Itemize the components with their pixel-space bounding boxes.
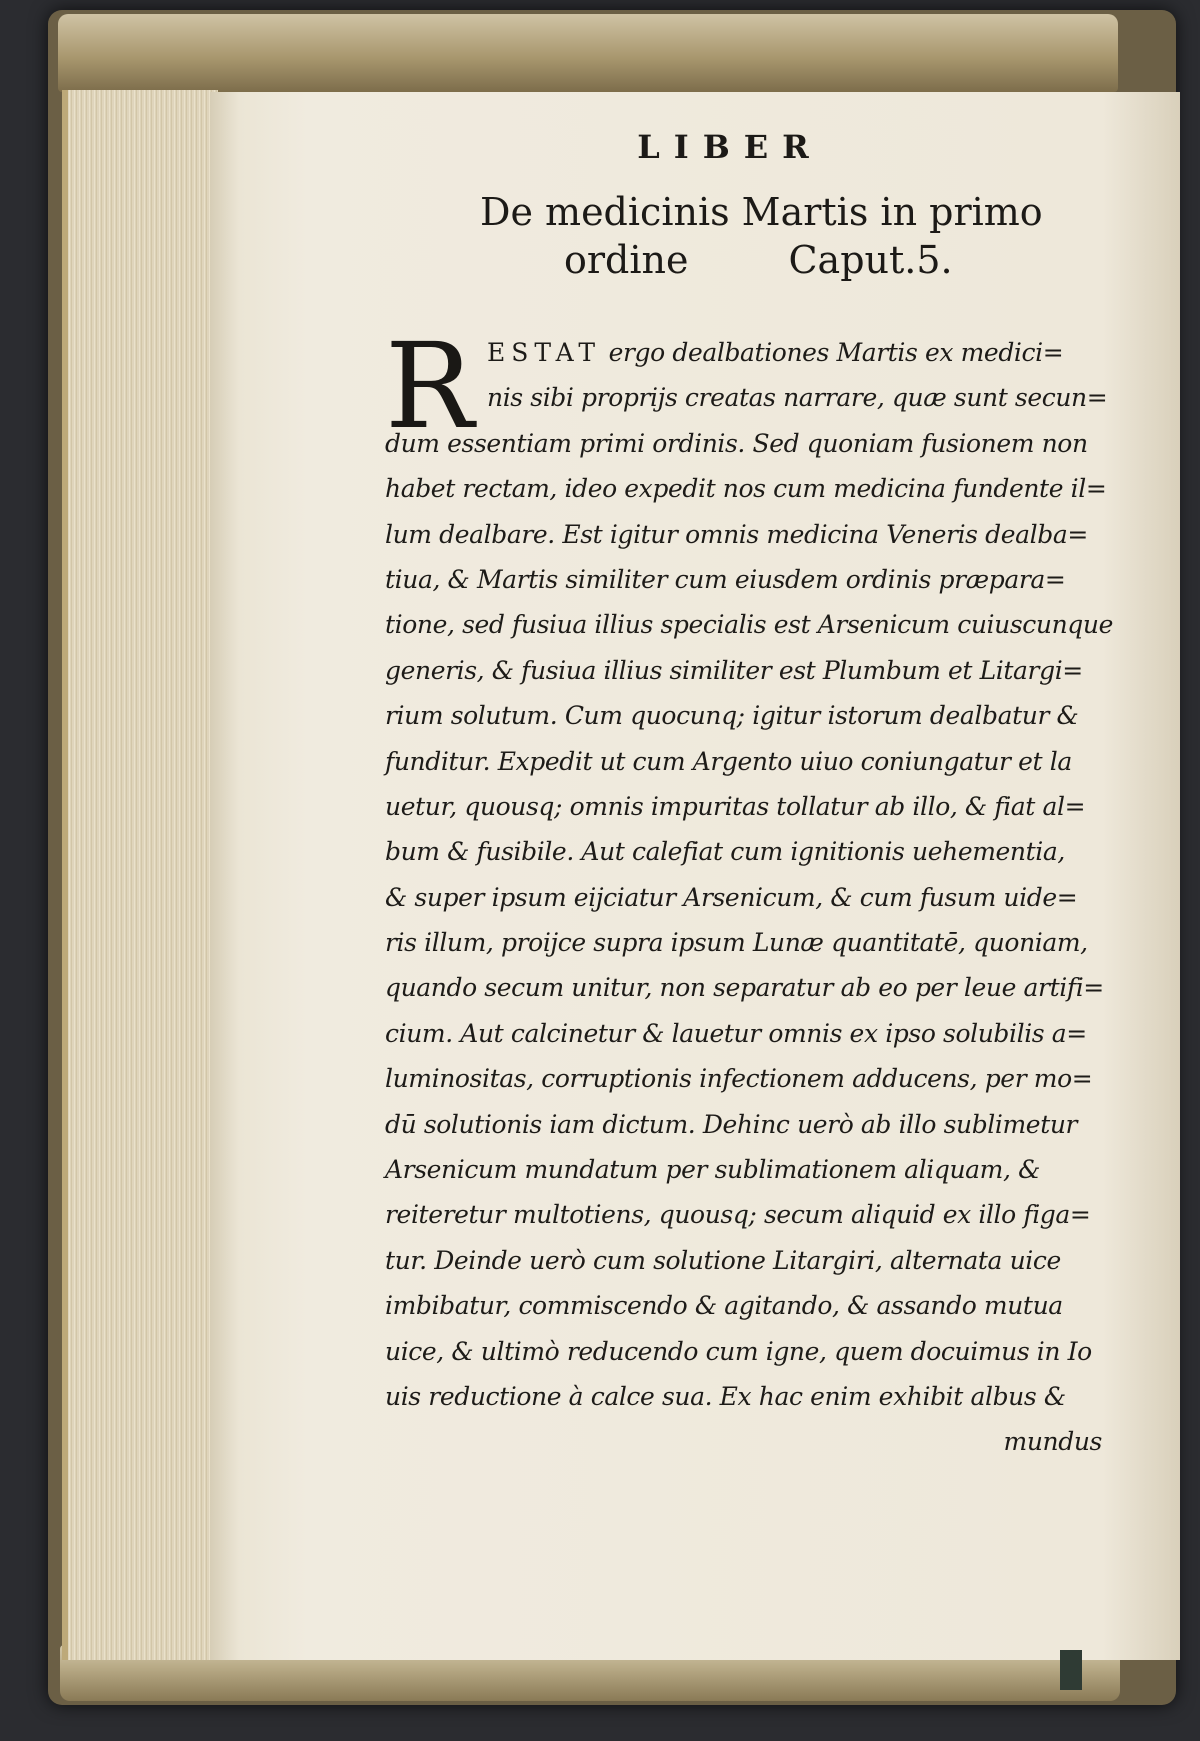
text-line: cium. Aut calcinetur & lauetur omnis ex ipso solubilis a= <box>385 1018 1087 1048</box>
text-line: uetur, quousq; omnis impuritas tollatur ab illo, & fiat al= <box>385 791 1086 821</box>
text-line-content: ergo dealbationes Martis ex medici= <box>608 338 1064 367</box>
text-line: bum & fusibile. Aut calefiat cum ignitionis uehementia, <box>385 837 1065 867</box>
text-line: habet rectam, ideo expedit nos cum medicina fundente il= <box>385 474 1107 504</box>
text-line: generis, & fusiua illius similiter est Plumbum et Litargi= <box>385 655 1083 685</box>
title-ordine: ordine <box>564 238 689 282</box>
first-word: ESTAT <box>487 338 602 367</box>
text-line: tiua, & Martis similiter cum eiusdem ordinis præpara= <box>385 564 1066 594</box>
body-text <box>385 317 1130 1465</box>
text-line: & super ipsum eijciatur Arsenicum, & cum fusum uide= <box>385 882 1078 912</box>
text-line: imbibatur, commiscendo & agitando, & assando mutua <box>385 1291 1063 1321</box>
page-stack-edge <box>62 90 218 1660</box>
text-line: quando secum unitur, non separatur ab eo per leue artifi= <box>385 973 1104 1003</box>
text-line: funditur. Expedit ut cum Argento uiuo coniungatur et la <box>385 746 1072 776</box>
text-line: nis sibi proprijs creatas narrare, quæ sunt secun= <box>487 383 1108 413</box>
title-line-1: De medicinis Martis in primo <box>480 190 1043 234</box>
text-line: rium solutum. Cum quocunq; igitur istorum dealbatur & <box>385 701 1079 731</box>
text-line: tione, sed fusiua illius specialis est Arsenicum cuiuscunque <box>385 610 1113 640</box>
ribbon-marker <box>1060 1650 1082 1690</box>
drop-cap: R <box>385 317 474 455</box>
text-line: tur. Deinde uerò cum solutione Litargiri, alternata uice <box>385 1245 1061 1275</box>
text-line: dum essentiam primi ordinis. Sed quoniam fusionem non <box>385 428 1088 458</box>
text-line: uice, & ultimò reducendo cum igne, quem docuimus in Io <box>385 1336 1092 1366</box>
text-line: dū solutionis iam dictum. Dehinc uerò ab illo sublimetur <box>385 1109 1078 1139</box>
running-head: LIBER <box>637 128 823 166</box>
text-line: Arsenicum mundatum per sublimationem aliquam, & <box>385 1155 1040 1185</box>
catchword: mundus <box>1003 1427 1102 1457</box>
text-line <box>385 330 1130 375</box>
text-line: reiteretur multotiens, quousq; secum aliquid ex illo figa= <box>385 1200 1091 1230</box>
title-caput: Caput.5. <box>788 238 953 282</box>
text-line: uis reductione à calce sua. Ex hac enim exhibit albus & <box>385 1381 1066 1411</box>
text-line: ris illum, proijce supra ipsum Lunæ quantitatē, quoniam, <box>385 928 1088 958</box>
book-top-edge <box>58 14 1118 92</box>
title-line-2 <box>440 236 1080 284</box>
chapter-title <box>440 188 1080 284</box>
text-line: lum dealbare. Est igitur omnis medicina Veneris dealba= <box>385 519 1088 549</box>
text-line: luminositas, corruptionis infectionem adducens, per mo= <box>385 1064 1093 1094</box>
